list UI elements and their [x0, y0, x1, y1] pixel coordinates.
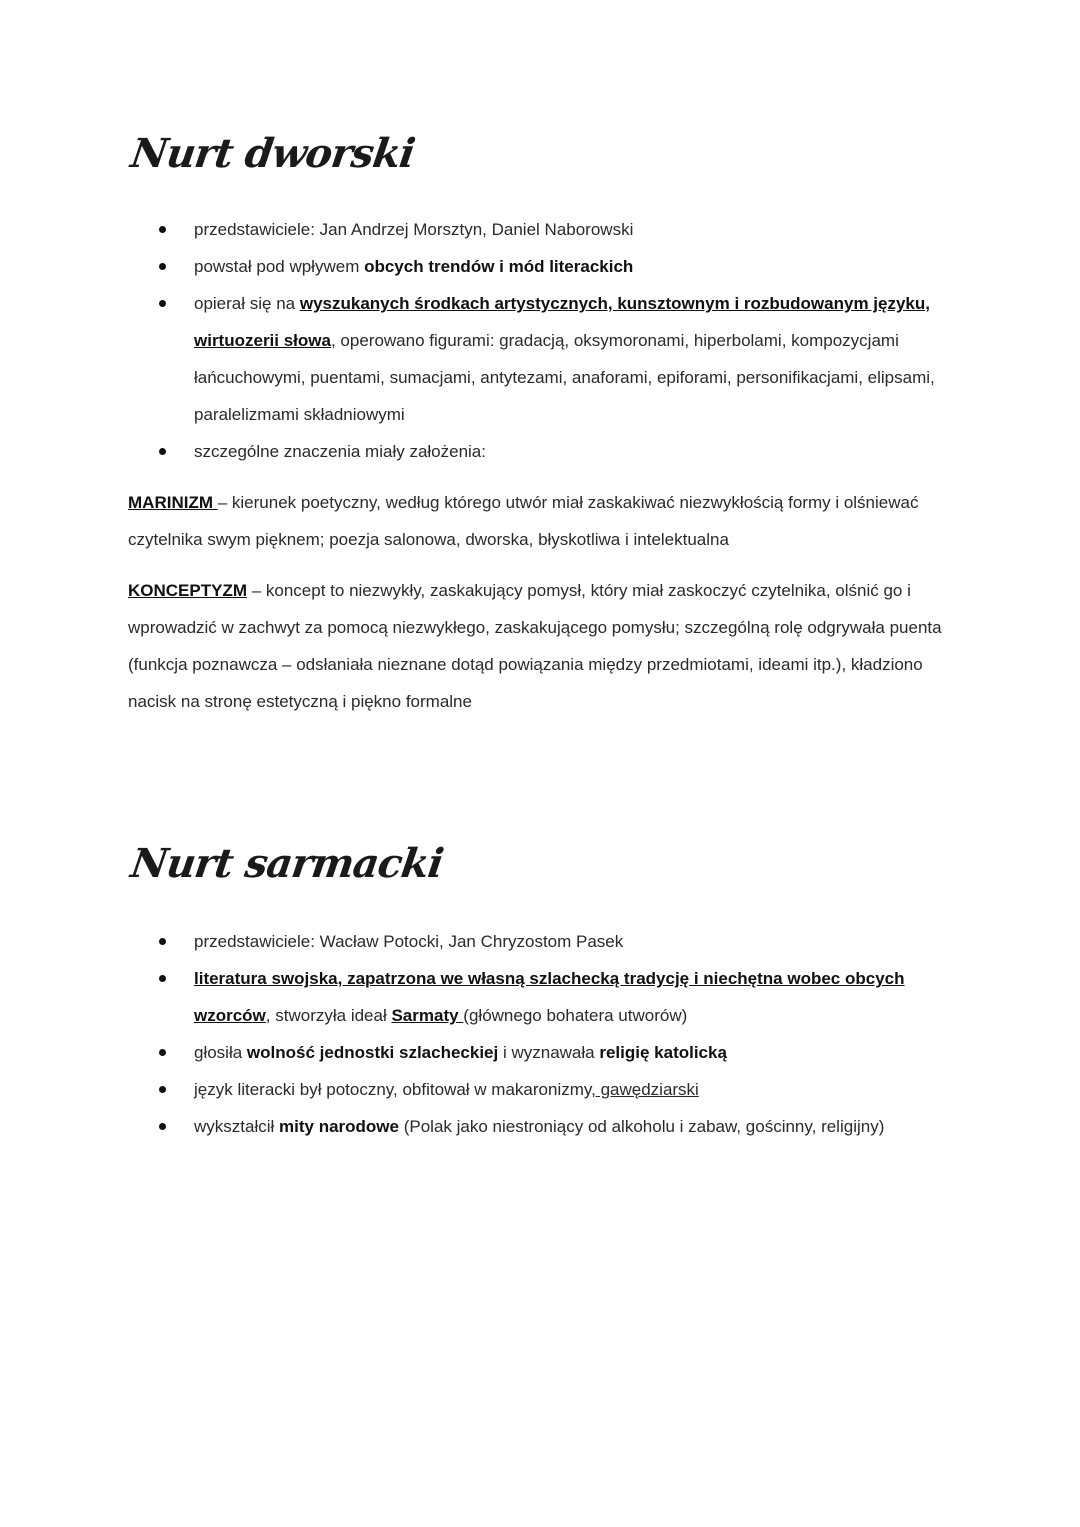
bold-underlined-phrase: literatura swojska, zapatrzona we własną szlachecką tradycję i niechętna wobec obcych wzorców [194, 969, 905, 1025]
list-item [0, 211, 1080, 248]
item-text: , operowano figurami: gradacją, oksymoronami, hiperbolami, kompozycjami łańcuchowymi, puentami, sumacjami, antytezami, anaforami, epiforami, personifikacjami, elipsami, paralelizmami składniowymi [194, 331, 935, 424]
bold-phrase: religię katolicką [599, 1043, 727, 1062]
bullet-list-nurt-sarmacki [0, 923, 1080, 1145]
underlined-phrase: , gawędziarski [591, 1080, 699, 1099]
item-text: przedstawiciele: Jan Andrzej Morsztyn, Daniel Naborowski [194, 220, 634, 239]
definition-text: – kierunek poetyczny, według którego utwór miał zaskakiwać niezwykłością formy i olśniewać czytelnika swym pięknem; poezja salonowa, dworska, błyskotliwa i intelektualna [128, 493, 919, 549]
definition-paragraph-konceptyzm [128, 572, 958, 720]
item-text: i wyznawała [498, 1043, 600, 1062]
item-text: szczególne znaczenia miały założenia: [194, 442, 486, 461]
item-text: (głównego bohatera utworów) [463, 1006, 688, 1025]
definition-term: KONCEPTYZM [128, 581, 247, 600]
list-item [0, 1034, 1080, 1071]
item-text: powstał pod wpływem [194, 257, 365, 276]
definition-term: MARINIZM [128, 493, 218, 512]
item-text: opierał się na [194, 294, 300, 313]
list-item [0, 433, 1080, 470]
item-text: , stworzyła ideał [265, 1006, 392, 1025]
definition-text: – koncept to niezwykły, zaskakujący pomysł, który miał zaskoczyć czytelnika, olśnić go i wprowadzić w zachwyt za pomocą niezwykłego, zaskakującego pomysłu; szczególną rolę odgrywała puenta (funkcja poznawcza – odsłaniała nieznane dotąd powiązania między przedmiotami, ideami itp.), kładziono nacisk na stronę estetyczną i piękno formalne [128, 581, 942, 711]
item-text: wykształcił [194, 1117, 280, 1136]
section-heading-nurt-sarmacki: Nurt sarmacki [128, 840, 446, 887]
bold-underlined-phrase: Sarmaty [391, 1006, 464, 1025]
definition-paragraph-marinizm [128, 484, 958, 558]
item-text: przedstawiciele: Wacław Potocki, Jan Chryzostom Pasek [194, 932, 624, 951]
bullet-list-nurt-dworski [0, 211, 1080, 470]
item-text: (Polak jako niestroniący od alkoholu i zabaw, gościnny, religijny) [398, 1117, 885, 1136]
list-item [0, 1108, 1080, 1145]
list-item [0, 285, 1080, 433]
bold-phrase: wolność jednostki szlacheckiej [246, 1043, 499, 1062]
list-item [0, 1071, 1080, 1108]
list-item [0, 960, 1080, 1034]
bold-phrase: mity narodowe [279, 1117, 399, 1136]
bold-phrase: obcych trendów i mód literackich [364, 257, 634, 276]
list-item [0, 923, 1080, 960]
item-text: język literacki był potoczny, obfitował w makaronizmy [194, 1080, 592, 1099]
section-heading-nurt-dworski: Nurt dworski [128, 130, 418, 177]
item-text: głosiła [194, 1043, 247, 1062]
list-item [0, 248, 1080, 285]
bold-underlined-phrase: wyszukanych środkach artystycznych, kunsztownym i rozbudowanym języku, wirtuozerii słowa [194, 294, 930, 350]
